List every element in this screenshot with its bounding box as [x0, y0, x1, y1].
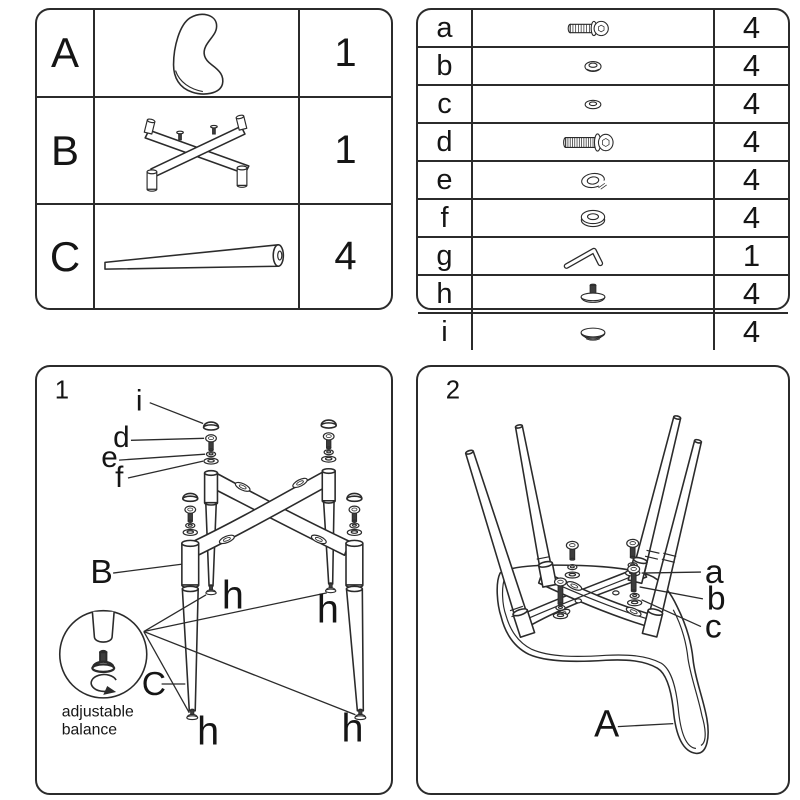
callout-e-label: e [101, 441, 118, 475]
adjustable-balance-inset [60, 611, 147, 698]
callout-f-label: f [115, 460, 124, 494]
part-row-b-qty: 1 [300, 98, 391, 205]
callout-part-b-label: B [90, 553, 113, 591]
callout-part-a-label: A [594, 702, 620, 745]
hardware-row-h-qty: 4 [715, 276, 788, 314]
cap-nut-icon [551, 51, 635, 82]
step-1-diagram [37, 367, 391, 793]
part-row-b-image [95, 98, 300, 205]
hardware-row-c-image [473, 86, 715, 124]
hardware-row-c-qty: 4 [715, 86, 788, 124]
flat-washer-icon [551, 203, 635, 234]
hardware-row-b-qty: 4 [715, 48, 788, 86]
step-2-panel [416, 365, 790, 795]
cap-plug-icon [551, 317, 635, 348]
part-row-c-letter: C [37, 205, 95, 308]
part-row-a-image [95, 10, 300, 98]
hardware-row-d-image [473, 124, 715, 162]
hardware-row-e-qty: 4 [715, 162, 788, 200]
callout-a-label: a [704, 553, 724, 591]
foot-glide-icon [551, 279, 635, 310]
hardware-row-i-letter: i [418, 314, 473, 350]
hardware-row-b-image [473, 48, 715, 86]
callout-h-label-2: h [316, 587, 339, 632]
callout-b-label: b [706, 580, 726, 618]
step-1-number: 1 [54, 376, 70, 405]
inset-caption-line2: balance [61, 721, 118, 739]
hardware-table-panel [416, 8, 790, 349]
lock-washer-icon [551, 165, 635, 196]
hardware-row-f-letter: f [418, 200, 473, 238]
hardware-table [418, 10, 788, 349]
step-2-number: 2 [445, 376, 461, 405]
inset-caption-line1: adjustable [61, 703, 134, 721]
hardware-row-i-image [473, 314, 715, 350]
hardware-row-g-qty: 1 [715, 238, 788, 276]
seat-shell-icon [148, 10, 246, 96]
bolt-long-icon [551, 127, 635, 158]
leg-icon [97, 238, 297, 275]
callout-part-c-label: C [141, 665, 167, 703]
callout-h-label-3: h [197, 709, 220, 754]
hardware-row-h-letter: h [418, 276, 473, 314]
hardware-row-a-qty: 4 [715, 10, 788, 48]
parts-table [37, 10, 391, 308]
cross-base-icon [119, 104, 274, 197]
hardware-row-e-letter: e [418, 162, 473, 200]
part-row-b-letter: B [37, 98, 95, 205]
callout-i-label: i [135, 384, 143, 418]
cross-base-drawing [144, 115, 249, 192]
callout-d-label: d [113, 421, 130, 455]
part-row-c-image [95, 205, 300, 308]
callout-h-label-1: h [221, 573, 244, 618]
bolt-short-icon [551, 13, 635, 44]
hardware-row-d-qty: 4 [715, 124, 788, 162]
hardware-row-f-image [473, 200, 715, 238]
part-row-a-letter: A [37, 10, 95, 98]
hardware-row-a-letter: a [418, 10, 473, 48]
hardware-row-c-letter: c [418, 86, 473, 124]
hardware-row-g-letter: g [418, 238, 473, 276]
hardware-row-f-qty: 4 [715, 200, 788, 238]
hardware-row-b-letter: b [418, 48, 473, 86]
part-row-a-qty: 1 [300, 10, 391, 98]
hardware-row-e-image [473, 162, 715, 200]
allen-key-icon [551, 241, 635, 272]
part-row-c-qty: 4 [334, 234, 357, 278]
hardware-row-h-image [473, 276, 715, 314]
callout-h-label-4: h [341, 706, 364, 751]
parts-table-panel [35, 8, 393, 310]
hardware-row-i-qty: 4 [742, 314, 761, 349]
step-1-panel [35, 365, 393, 795]
hardware-row-a-image [473, 10, 715, 48]
step-2-diagram [418, 367, 788, 793]
hardware-row-d-letter: d [418, 124, 473, 162]
callout-c-label: c [704, 608, 722, 646]
small-washer-icon [551, 89, 635, 120]
hardware-row-g-image [473, 238, 715, 276]
